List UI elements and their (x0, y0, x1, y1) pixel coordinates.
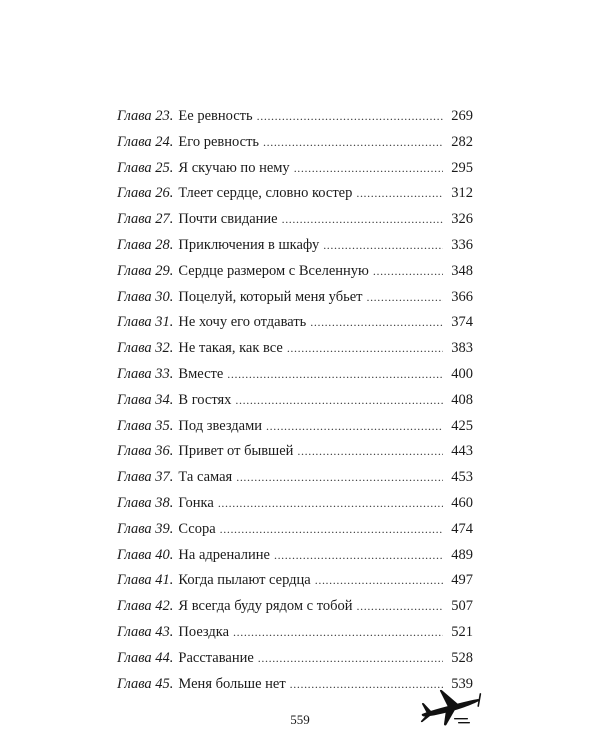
dot-leader (258, 646, 443, 672)
chapter-label: Глава 30. (117, 288, 174, 305)
chapter-page-number: 425 (451, 417, 473, 434)
chapter-page-number: 489 (451, 546, 473, 563)
chapter-label: Глава 35. (117, 417, 174, 434)
chapter-title: Почти свидание (178, 211, 278, 228)
dot-leader (356, 181, 443, 207)
toc-entry (117, 233, 473, 259)
dot-leader (294, 156, 443, 182)
chapter-page-number: 312 (451, 185, 473, 202)
chapter-title: Расставание (178, 649, 254, 666)
toc-entry (117, 259, 473, 285)
chapter-page-number: 460 (451, 494, 473, 511)
chapter-label: Глава 44. (117, 649, 174, 666)
dot-leader (287, 336, 443, 362)
chapter-label: Глава 26. (117, 185, 174, 202)
chapter-title: Сердце размером с Вселенную (178, 262, 369, 279)
dot-leader (233, 620, 443, 646)
chapter-title: Та самая (178, 469, 233, 486)
chapter-page-number: 295 (451, 159, 473, 176)
chapter-page-number: 383 (451, 340, 473, 357)
dot-leader (310, 310, 443, 336)
dot-leader (323, 233, 443, 259)
page-number: 559 (290, 712, 310, 727)
toc-entry (117, 568, 473, 594)
chapter-label: Глава 32. (117, 340, 174, 357)
toc-entry (117, 310, 473, 336)
chapter-title: Вместе (178, 365, 224, 382)
toc-entry (117, 491, 473, 517)
chapter-label: Глава 24. (117, 133, 174, 150)
chapter-page-number: 497 (451, 572, 473, 589)
toc-entry (117, 207, 473, 233)
dot-leader (315, 568, 443, 594)
chapter-page-number: 269 (451, 108, 473, 124)
chapter-title: На адреналине (178, 546, 270, 563)
chapter-page-number: 348 (451, 262, 473, 279)
dot-leader (220, 517, 443, 543)
chapter-page-number: 336 (451, 236, 473, 253)
dot-leader (373, 259, 443, 285)
chapter-page-number: 453 (451, 469, 473, 486)
chapter-title: Меня больше нет (178, 675, 286, 692)
toc-entry (117, 646, 473, 672)
chapter-title: В гостях (178, 391, 232, 408)
chapter-page-number: 326 (451, 211, 473, 228)
toc-entry (117, 414, 473, 440)
dot-leader (227, 362, 443, 388)
toc-entry (117, 388, 473, 414)
chapter-page-number: 539 (451, 675, 473, 692)
chapter-label: Глава 38. (117, 494, 174, 511)
toc-entry (117, 594, 473, 620)
toc-entry (117, 362, 473, 388)
chapter-page-number: 282 (451, 133, 473, 150)
dot-leader (218, 491, 443, 517)
dot-leader (266, 414, 443, 440)
chapter-page-number: 400 (451, 365, 473, 382)
dot-leader (357, 594, 443, 620)
dot-leader (274, 543, 443, 569)
chapter-title: Ее ревность (178, 108, 253, 124)
chapter-label: Глава 34. (117, 391, 174, 408)
chapter-label: Глава 41. (117, 572, 174, 589)
chapter-title: Гонка (178, 494, 214, 511)
chapter-label: Глава 40. (117, 546, 174, 563)
toc-entry (117, 543, 473, 569)
toc-entry (117, 104, 473, 130)
chapter-title: Я всегда буду рядом с тобой (178, 598, 353, 615)
toc-entry (117, 465, 473, 491)
chapter-page-number: 528 (451, 649, 473, 666)
chapter-title: Тлеет сердце, словно костер (178, 185, 353, 202)
chapter-label: Глава 43. (117, 623, 174, 640)
dot-leader (366, 285, 443, 311)
chapter-title: Не хочу его отдавать (178, 314, 307, 331)
toc-entry (117, 517, 473, 543)
chapter-label: Глава 28. (117, 236, 174, 253)
chapter-page-number: 366 (451, 288, 473, 305)
chapter-page-number: 374 (451, 314, 473, 331)
dot-leader (297, 439, 443, 465)
chapter-page-number: 408 (451, 391, 473, 408)
dot-leader (235, 388, 443, 414)
chapter-title: Под звездами (178, 417, 263, 434)
chapter-page-number: 521 (451, 623, 473, 640)
airplane-icon (418, 688, 482, 728)
chapter-page-number: 443 (451, 443, 473, 460)
chapter-title: Когда пылают сердца (178, 572, 311, 589)
chapter-title: Поцелуй, который меня убьет (178, 288, 363, 305)
chapter-label: Глава 39. (117, 520, 174, 537)
toc-entry (117, 181, 473, 207)
table-of-contents (117, 104, 473, 697)
dot-leader (236, 465, 443, 491)
chapter-title: Его ревность (178, 133, 260, 150)
chapter-label: Глава 31. (117, 314, 174, 331)
chapter-label: Глава 25. (117, 159, 174, 176)
chapter-label: Глава 33. (117, 365, 174, 382)
toc-entry (117, 156, 473, 182)
dot-leader (257, 104, 443, 130)
chapter-page-number: 507 (451, 598, 473, 615)
chapter-label: Глава 29. (117, 262, 174, 279)
toc-entry (117, 336, 473, 362)
toc-entry (117, 285, 473, 311)
dot-leader (263, 130, 443, 156)
dot-leader (282, 207, 443, 233)
chapter-label: Глава 37. (117, 469, 174, 486)
chapter-label: Глава 27. (117, 211, 174, 228)
chapter-title: Привет от бывшей (178, 443, 294, 460)
toc-entry (117, 620, 473, 646)
toc-entry (117, 439, 473, 465)
chapter-page-number: 474 (451, 520, 473, 537)
chapter-label: Глава 45. (117, 675, 174, 692)
chapter-title: Не такая, как все (178, 340, 283, 357)
toc-entry (117, 130, 473, 156)
chapter-title: Поездка (178, 623, 230, 640)
chapter-title: Приключения в шкафу (178, 236, 320, 253)
chapter-title: Я скучаю по нему (178, 159, 290, 176)
chapter-label: Глава 42. (117, 598, 174, 615)
chapter-label: Глава 36. (117, 443, 174, 460)
chapter-title: Ссора (178, 520, 216, 537)
chapter-label: Глава 23. (117, 108, 174, 124)
